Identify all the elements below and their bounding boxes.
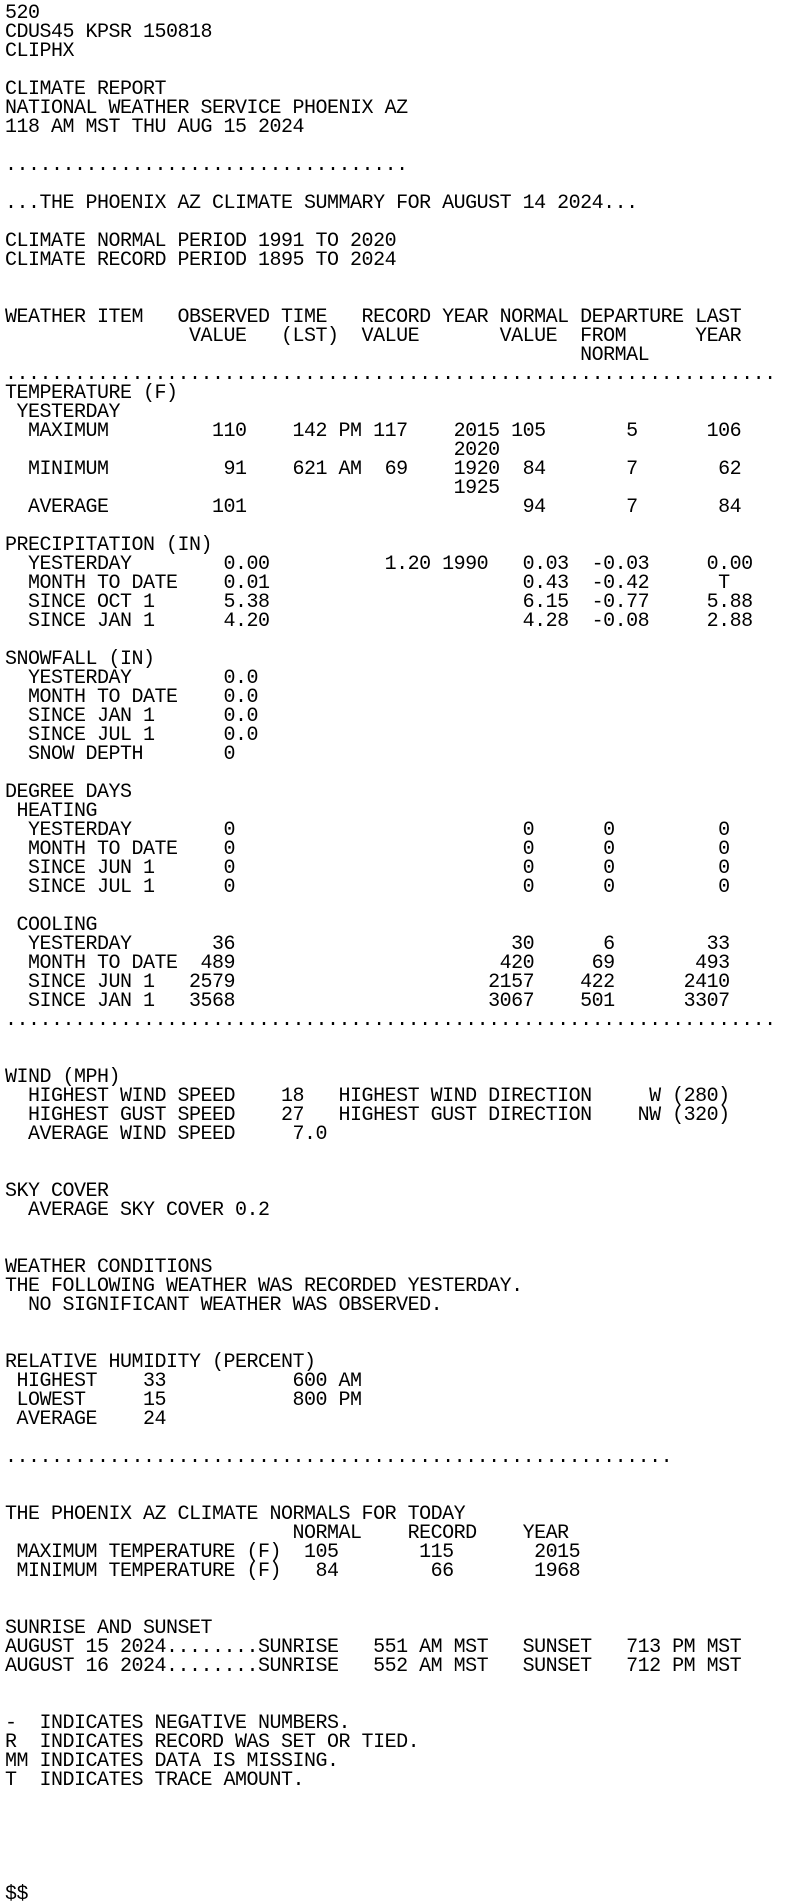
report-line: MAXIMUM 110 142 PM 117 2015 105 5 106 (5, 420, 742, 443)
report-line: AVERAGE 24 (5, 1408, 167, 1431)
report-line: ...THE PHOENIX AZ CLIMATE SUMMARY FOR AUGUST 14 2024... (5, 192, 638, 215)
report-line (5, 1866, 810, 1885)
report-line: YESTERDAY 0.00 1.20 1990 0.03 -0.03 0.00 (5, 553, 753, 576)
report-line: ................................... (5, 154, 408, 177)
report-line (5, 1467, 810, 1486)
report-line: HIGHEST WIND SPEED 18 HIGHEST WIND DIRECTION W (280) (5, 1085, 730, 1108)
report-line: - INDICATES NEGATIVE NUMBERS. (5, 1712, 351, 1735)
report-line: SINCE JUN 1 2579 2157 422 2410 (5, 971, 730, 994)
report-line: SINCE JAN 1 0.0 (5, 705, 259, 728)
report-line: COOLING (5, 914, 98, 937)
report-line: YESTERDAY (5, 401, 121, 424)
report-line (5, 270, 810, 289)
report-line: PRECIPITATION (IN) (5, 534, 213, 557)
report-line: MONTH TO DATE 0.01 0.43 -0.42 T (5, 572, 730, 595)
report-line (5, 1144, 810, 1163)
report-line: LOWEST 15 800 PM (5, 1389, 362, 1412)
report-line: MINIMUM TEMPERATURE (F) 84 66 1968 (5, 1560, 581, 1583)
report-line (5, 1220, 810, 1239)
report-line: CLIMATE NORMAL PERIOD 1991 TO 2020 (5, 230, 397, 253)
report-line: WEATHER CONDITIONS (5, 1256, 213, 1279)
report-line: MAXIMUM TEMPERATURE (F) 105 115 2015 (5, 1541, 581, 1564)
report-line: WIND (MPH) (5, 1066, 121, 1089)
report-line: AUGUST 16 2024........SUNRISE 552 AM MST SUNSET 712 PM MST (5, 1655, 742, 1678)
report-line (5, 1828, 810, 1847)
report-line: HIGHEST 33 600 AM (5, 1370, 362, 1393)
report-line: AVERAGE WIND SPEED 7.0 (5, 1123, 328, 1146)
report-line: WEATHER ITEM OBSERVED TIME RECORD YEAR NORMAL DEPARTURE LAST (5, 306, 742, 329)
report-line: YESTERDAY 36 30 6 33 (5, 933, 730, 956)
report-line: AVERAGE 101 94 7 84 (5, 496, 742, 519)
report-line (5, 1581, 810, 1600)
report-line (5, 1030, 810, 1049)
report-line: CDUS45 KPSR 150818 (5, 21, 213, 44)
report-line: YESTERDAY 0 0 0 0 (5, 819, 730, 842)
report-line: SKY COVER (5, 1180, 109, 1203)
report-line: .......................................................... (5, 1446, 673, 1469)
report-line: ................................................................... (5, 1009, 776, 1032)
report-line: MONTH TO DATE 489 420 69 493 (5, 952, 730, 975)
report-line: ................................................................... (5, 363, 776, 386)
report-line: TEMPERATURE (F) (5, 382, 178, 405)
report-line (5, 1847, 810, 1866)
report-line: $$ (5, 1883, 29, 1904)
report-line: THE PHOENIX AZ CLIMATE NORMALS FOR TODAY (5, 1503, 466, 1526)
report-line (5, 1809, 810, 1828)
report-line: AVERAGE SKY COVER 0.2 (5, 1199, 270, 1222)
report-line (5, 1790, 810, 1809)
report-line: THE FOLLOWING WEATHER WAS RECORDED YESTERDAY. (5, 1275, 523, 1298)
report-line: SUNRISE AND SUNSET (5, 1617, 213, 1640)
report-line: CLIPHX (5, 40, 75, 63)
report-line: HIGHEST GUST SPEED 27 HIGHEST GUST DIRECTION NW (320) (5, 1104, 730, 1127)
report-line (5, 1315, 810, 1334)
report-line: VALUE (LST) VALUE VALUE FROM YEAR (5, 325, 742, 348)
report-line: 118 AM MST THU AUG 15 2024 (5, 116, 305, 139)
report-line: 2020 (5, 439, 500, 462)
report-line: HEATING (5, 800, 98, 823)
report-line: R INDICATES RECORD WAS SET OR TIED. (5, 1731, 420, 1754)
report-line (5, 897, 810, 916)
report-line: SINCE JUN 1 0 0 0 0 (5, 857, 730, 880)
report-line: AUGUST 15 2024........SUNRISE 551 AM MST SUNSET 713 PM MST (5, 1636, 742, 1659)
report-line: RELATIVE HUMIDITY (PERCENT) (5, 1351, 316, 1374)
report-line: 520 (5, 2, 40, 25)
report-line: NATIONAL WEATHER SERVICE PHOENIX AZ (5, 97, 408, 120)
report-line: SINCE JUL 1 0.0 (5, 724, 259, 747)
report-line: SINCE JAN 1 4.20 4.28 -0.08 2.88 (5, 610, 753, 633)
report-line: SINCE JUL 1 0 0 0 0 (5, 876, 730, 899)
report-line: YESTERDAY 0.0 (5, 667, 259, 690)
report-line: MONTH TO DATE 0 0 0 0 (5, 838, 730, 861)
report-line: CLIMATE RECORD PERIOD 1895 TO 2024 (5, 249, 397, 272)
report-line: MINIMUM 91 621 AM 69 1920 84 7 62 (5, 458, 742, 481)
report-line: SINCE JAN 1 3568 3067 501 3307 (5, 990, 730, 1013)
report-line: T INDICATES TRACE AMOUNT. (5, 1769, 305, 1792)
report-line: SNOWFALL (IN) (5, 648, 155, 671)
report-line: MONTH TO DATE 0.0 (5, 686, 259, 709)
report-line: NO SIGNIFICANT WEATHER WAS OBSERVED. (5, 1294, 443, 1317)
report-line (5, 1163, 810, 1182)
report-line: CLIMATE REPORT (5, 78, 167, 101)
report-line: MM INDICATES DATA IS MISSING. (5, 1750, 339, 1773)
report-line: DEGREE DAYS (5, 781, 132, 804)
report-line: 1925 (5, 477, 500, 500)
report-line: SINCE OCT 1 5.38 6.15 -0.77 5.88 (5, 591, 753, 614)
report-line: NORMAL (5, 344, 650, 367)
report-line (5, 1049, 810, 1068)
report-line (5, 1676, 810, 1695)
report-line: SNOW DEPTH 0 (5, 743, 236, 766)
report-line: NORMAL RECORD YEAR (5, 1522, 569, 1545)
